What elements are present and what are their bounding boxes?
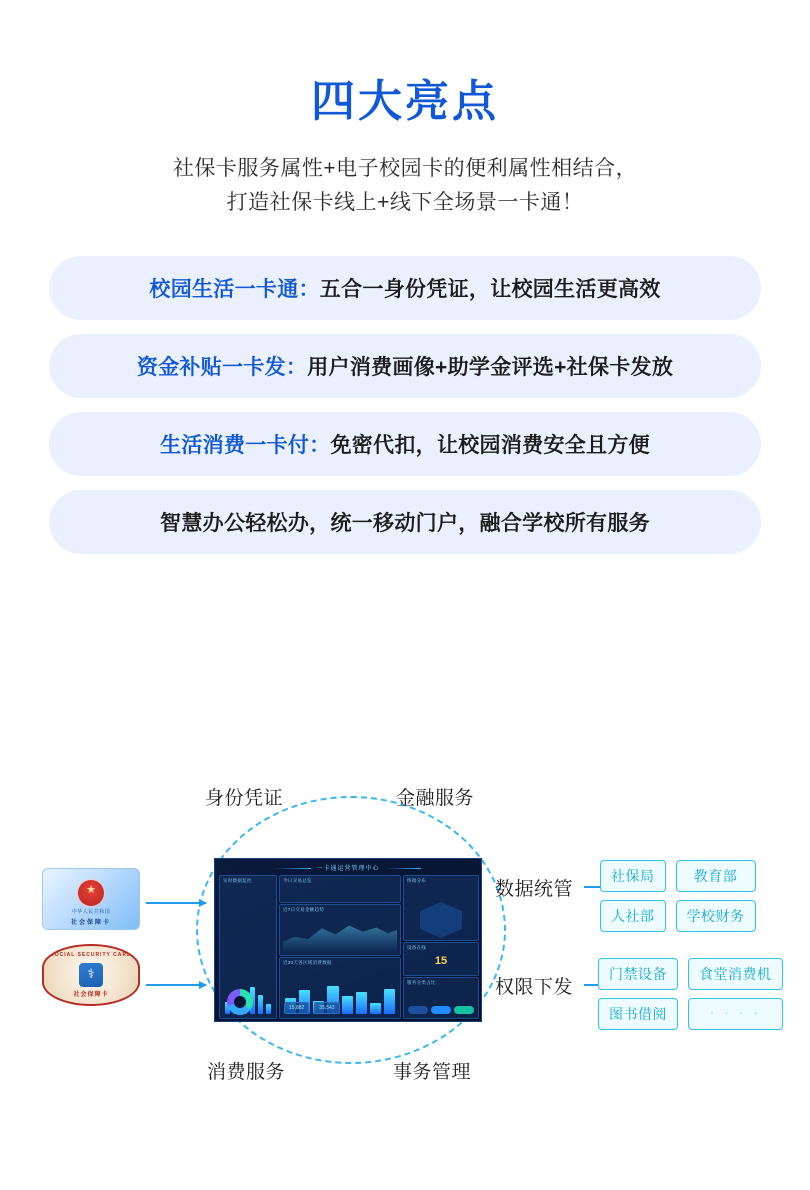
seal-badge-icon	[79, 963, 103, 987]
highlight-item-4	[49, 490, 761, 554]
highlight-item-2-lead: 资金补贴一卡发：	[136, 355, 308, 379]
ring-label-finance: 金融服务	[396, 788, 475, 809]
dashboard-panel-region	[279, 957, 401, 1019]
dashboard-panel-right-mid-caption: 设备在线	[407, 945, 427, 950]
highlight-item-3-rest: 免密代扣，让校园消费安全且方便	[330, 433, 650, 457]
dashboard-panel-right-bottom-caption: 服务分类占比	[407, 980, 436, 985]
highlight-item-2-rest: 用户消费画像+助学金评选+社保卡发放	[307, 355, 674, 379]
dashboard-hexagon-graphic	[420, 902, 462, 938]
dashboard-title: 一卡通运营管理中心	[215, 863, 481, 872]
dashboard-stat-a: 15,882	[284, 1002, 309, 1014]
highlight-item-3	[49, 412, 761, 476]
highlight-item-2	[49, 334, 761, 398]
tag-human-resources-department[interactable]: 人社部	[600, 900, 666, 932]
subtitle-line-2: 打造社保卡线上+线下全场景一卡通！	[226, 190, 584, 214]
dashboard-stat-b: 35,543	[314, 1002, 339, 1014]
highlight-item-1	[49, 256, 761, 320]
page-title: 四大亮点	[311, 77, 499, 126]
tag-more-placeholder[interactable]: · · · ·	[688, 998, 783, 1030]
tag-school-finance[interactable]: 学校财务	[676, 900, 756, 932]
dashboard-stat-pair	[284, 1002, 340, 1014]
highlight-item-1-lead: 校园生活一卡通：	[149, 277, 320, 301]
dashboard-panel-mid-top	[279, 875, 401, 903]
id-card-title-top: 中华人民共和国	[71, 909, 111, 915]
dashboard-gauge-value: 15	[434, 955, 448, 967]
national-emblem-icon	[78, 880, 104, 906]
dashboard-panel-region-caption: 近30天各区域消费数据	[283, 960, 332, 965]
ring-label-consumption: 消费服务	[207, 1062, 286, 1083]
tag-social-security-bureau[interactable]: 社保局	[600, 860, 666, 892]
dashboard-panel-trend	[279, 904, 401, 956]
permission-dispatch-tag-group	[598, 958, 783, 1030]
flow-label-data-governance: 数据统管	[495, 879, 574, 900]
flow-label-permission-dispatch: 权限下发	[495, 977, 574, 998]
dashboard-panel-left-caption: 实时数据监控	[223, 878, 252, 883]
seal-ring-text: SOCIAL SECURITY CARD	[50, 952, 132, 958]
highlight-list	[49, 256, 761, 554]
arrow-seal-card-to-dashboard	[146, 984, 206, 986]
ring-label-affairs: 事务管理	[393, 1062, 472, 1083]
dashboard-area-chart	[283, 918, 397, 952]
highlight-item-1-rest: 五合一身份凭证，让校园生活更高效	[319, 277, 661, 301]
dashboard-panel-right-bottom	[403, 977, 479, 1019]
ecosystem-diagram	[0, 768, 810, 1108]
highlight-item-3-lead: 生活消费一卡付：	[160, 433, 331, 457]
dashboard-donut-chart	[227, 989, 253, 1015]
page-subtitle	[0, 152, 810, 219]
tag-canteen-pos[interactable]: 食堂消费机	[688, 958, 783, 990]
tag-ministry-of-education[interactable]: 教育部	[676, 860, 756, 892]
tag-library-borrowing[interactable]: 图书借阅	[598, 998, 678, 1030]
ring-label-identity: 身份凭证	[205, 788, 284, 809]
arrow-id-card-to-dashboard	[146, 902, 206, 904]
dashboard-panel-mid-top-caption: 今日交易总览	[283, 878, 312, 883]
seal-bottom-text: 社会保障卡	[73, 992, 109, 998]
highlight-item-4-lead: 智慧办公轻松办，	[160, 511, 331, 535]
operations-dashboard-screenshot	[214, 858, 482, 1022]
dashboard-panel-right-top	[403, 875, 479, 941]
social-security-seal-card	[42, 944, 140, 1006]
dashboard-panel-trend-caption: 近7日交易金额趋势	[283, 907, 325, 912]
tag-access-control-device[interactable]: 门禁设备	[598, 958, 678, 990]
social-security-id-card	[42, 868, 140, 930]
dashboard-category-pills	[408, 1006, 474, 1014]
data-governance-tag-group	[600, 860, 756, 932]
id-card-title-bottom: 社会保障卡	[70, 920, 111, 926]
subtitle-line-1: 社保卡服务属性+电子校园卡的便利属性相结合，	[172, 157, 638, 181]
highlight-item-4-rest: 统一移动门户，融合学校所有服务	[330, 511, 650, 535]
dashboard-panel-right-top-caption: 终端分布	[407, 878, 427, 883]
dashboard-panel-right-mid	[403, 942, 479, 976]
